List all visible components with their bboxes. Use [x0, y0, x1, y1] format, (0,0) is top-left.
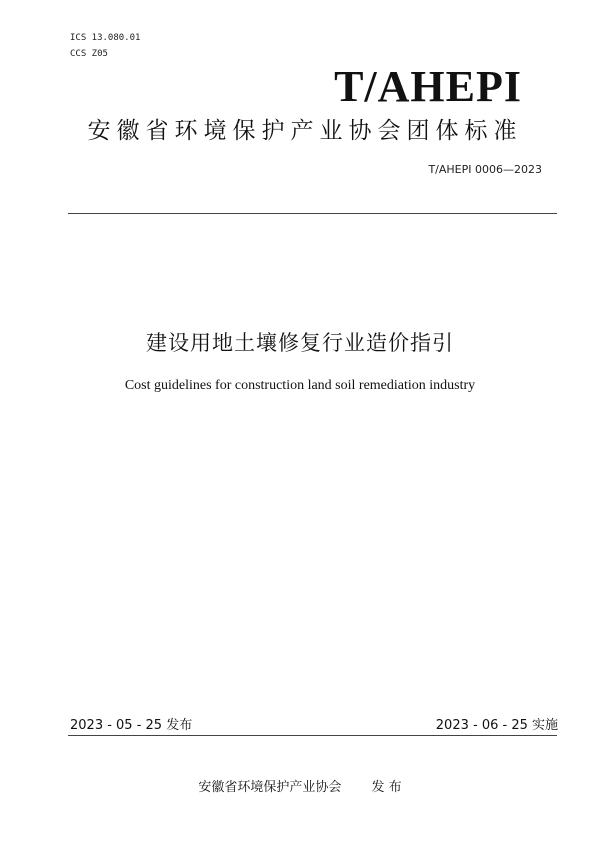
top-divider — [68, 213, 557, 214]
ccs-code: CCS Z05 — [70, 49, 108, 59]
standard-logo: T/AHEPI — [334, 62, 522, 111]
implement-date: 2023 - 06 - 25 实施 — [435, 718, 558, 733]
classification-codes — [70, 30, 140, 62]
document-title-en: Cost guidelines for construction land soil remediation industry — [124, 378, 476, 393]
ics-code: ICS 13.080.01 — [70, 33, 141, 43]
bottom-divider — [68, 735, 557, 736]
document-title-zh: 建设用地土壤修复行业造价指引 — [146, 331, 454, 355]
issuer-line — [0, 776, 600, 795]
standard-number: T/AHEPI 0006—2023 — [428, 163, 542, 176]
issuer-action: 发 布 — [371, 780, 402, 795]
publish-date: 2023 - 05 - 25 发布 — [70, 718, 193, 733]
issuer-name: 安徽省环境保护产业协会 — [198, 780, 342, 795]
organization-title: 安徽省环境保护产业协会团体标准 — [87, 118, 523, 144]
